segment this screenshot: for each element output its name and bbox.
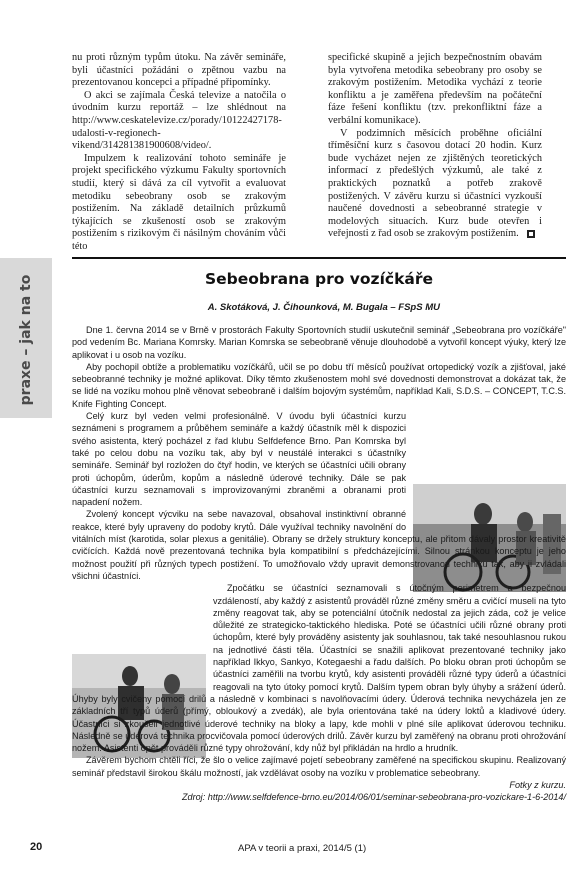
paragraph: specifické skupině a jejich bezpečnostním obavám byla vytvořena metodika sebeobrany pro osoby se zrakovým postižením. Metodika vychází z teorie konfliktu a je zaměřena především na počáteční fáze řešení konfliktu (tzv. prekonfliktní fáze a verbální komunikace).	[328, 52, 542, 126]
top-left-column	[72, 52, 286, 254]
paragraph: Impulzem k realizování tohoto semináře je projekt specifického výzkumu Fakulty sportovních studií, který si dává za cíl vytvořit a evaluovat metodiku sebeobrany osob se zrakovým postižením. Na základě detailních průzkumů týkajících se zkušeností osob se zrakovým postižením s rizikovým či násilným chováním vůči této	[72, 152, 286, 252]
end-of-article-icon	[527, 230, 535, 238]
paragraph: nu proti různým typům útoku. Na závěr semináře, byli účastníci požádáni o zpětnou vazbu na prezentovanou koncepci a případné připomínky.	[72, 52, 286, 89]
section-label: praxe – jak na to	[18, 274, 34, 406]
paragraph-text: Celý kurz byl veden velmi profesionálně. V úvodu byli účastníci kurzu seznámeni s programem a průběhem semináře a každý účastník měl k dispozici svého asistenta, který pocházel z řad klubu Selfdefence Brno. Pan Komrska byl také po celou dobu na vozíku tak, aby byl v neustálé interakci s účastníky semináře. Seminář byl rozložen do čtyř hodin, ve kterých se účastníci učili obrany proti úchopům, úderům, kopům a následně úderové techniky. Dále se pak účastníci kurzu seznamovali s improvizovanými zbraněmi a obranami proti napadení nožem.	[72, 411, 406, 508]
paragraph: O akci se zajímala Česká televize a natočila o úvodním kurzu reportáž – lze shlédnout na http://www.ceskatelevize.cz/porady/10122427178-udalosti-v-regionech-vikend/314281381900608/video/.	[72, 89, 286, 152]
section-divider	[72, 257, 566, 259]
source-link[interactable]: Zdroj: http://www.selfdefence-brno.eu/2014/06/01/seminar-sebeobrana-pro-vozickare-1-6-2014/	[181, 792, 566, 803]
paragraph: Zvolený koncept výcviku na sebe navazoval, obsahoval instinktivní obranné reakce, které byly upraveny do podoby krytů. Dále využíval techniky navolnění do vitálních míst (karotida, solar plexus a genitálie). Obrany se držely struktury konceptu, ale přitom dávaly prostor kreativitě cvičících. Každá nově prezentovaná technika byla kompatibilní s předcházejícími. Silnou stránkou konceptu je jeho možnost použití při různých typech postižení. To umožňovalo vždy upravit demonstrovanou techniku tak, aby ji zvládali všichni účastníci.	[72, 509, 566, 581]
photo-spacer	[406, 410, 566, 524]
paragraph-text: V podzimních měsících proběhne oficiální tříměsíční kurz s časovou dotací 20 hodin. Kurz bude vycházet nejen ze zjištěných teoretických informací z předešlých výzkumů, ale také z praktických poznatků a potřeb zrakově postižených. V závěru kurzu si účastníci vyzkouší naučené dovednosti a sebeobranné strategie v modelových situacích. Kurz bude otevřen i veřejnosti z řad osob se zrakovým postižením.	[328, 127, 542, 240]
paragraph: Závěrem bychom chtěli říci, že šlo o velice zajímavé pojetí sebeobrany zaměřené na specifickou skupinu. Realizovaný seminář představil širokou škálu možností, jak vzdělávat osoby na vozíku v problematice sebeobrany.	[72, 755, 566, 778]
paragraph-text: Zpočátku se účastníci seznamovali s útočným perimetrem a bezpečnou vzdáleností, aby každý z asistentů prováděl různé změny směru a cvičící museli na tyto změny reagovat tak, aby se potenciální útočník nedostal za jejich záda, což je velice důležité ze strategicko-taktického hlediska. Poté se účastníci učili různé obrany proti úchopům, které byly prováděny asistenty jak souhlasnou, tak také nesouhlasnou rukou na jednotlivé části těla. Účastníci se snažili aplikovat prezentované techniky jako například Ikkyo, Sankyo, Kotegaeshi a řadu dalších. Po bloku obran proti úchopům se účastníci zaměřili na tvorbu krytů, kdy asistenti prováděli různé typy úderů a účastníci reagovali na tyto útoky pomocí krytů. Dalším typem obran byly úhyby a srážení úderů. Úhyby byly cvičeny pomocí drilů a následně v kombinaci s navolňovacími údery. Úderová technika nevycházela jen ze základních tří typů úderů (přímý, obloukový a zvedák), ale byla orientována také na údery loktů a kladivové údery. Účastníci si zkoušeli jednotlivé úderové techniky na bloky a lapy, kde mohli v plné síle aplikovat úderovou techniku. Následně se úderová technika procvičovala pomocí úderových drilů. Závěr kurzu byl zaměřený na obranu proti ohrožování nožem. Asistenti opět prováděli různé typy ohrožování, kdy nůž byl přikládán na hrdlo a hrudník.	[72, 583, 566, 754]
photo-credit: Fotky z kurzu.	[509, 779, 566, 790]
paragraph-last	[328, 128, 542, 241]
article-body	[72, 324, 566, 804]
paragraph: Dne 1. června 2014 se v Brně v prostorách Fakulty Sportovních studií uskutečnil seminář „Sebeobrana pro vozíčkáře" pod vedením Bc. Mariana Komrsky. Marian Komrska se sebeobraně věnuje dlouhodobě a vytvořil koncept výuky, který lze aplikovat i u osob na vozíku.	[72, 325, 566, 360]
article-authors: A. Skotáková, J. Čihounková, M. Bugala – FSpS MU	[207, 302, 440, 313]
paragraph	[72, 410, 566, 508]
article-title: Sebeobrana pro vozíčkáře	[204, 270, 433, 288]
journal-name: APA v teorii a praxi, 2014/5 (1)	[238, 843, 367, 854]
photo-spacer	[72, 582, 213, 687]
paragraph	[72, 582, 566, 754]
page-number: 20	[30, 841, 43, 853]
top-right-column	[328, 52, 542, 241]
paragraph: Aby pochopil obtíže a problematiku vozíčkářů, učil se po dobu tří měsíců používat ortopedický vozík a zjišťoval, jaké sebeobranné techniky je možné aplikovat. Díky těmto zkušenostem mohl své dovednosti demonstrovat a dokázat tak, že se lidé na vozíku mohou plně věnovat sebeobraně i dalším bojovým systémům, například Kali, S.D.S. – CONCEPT, T.C.S. Knife Fighting Concept.	[72, 361, 566, 409]
